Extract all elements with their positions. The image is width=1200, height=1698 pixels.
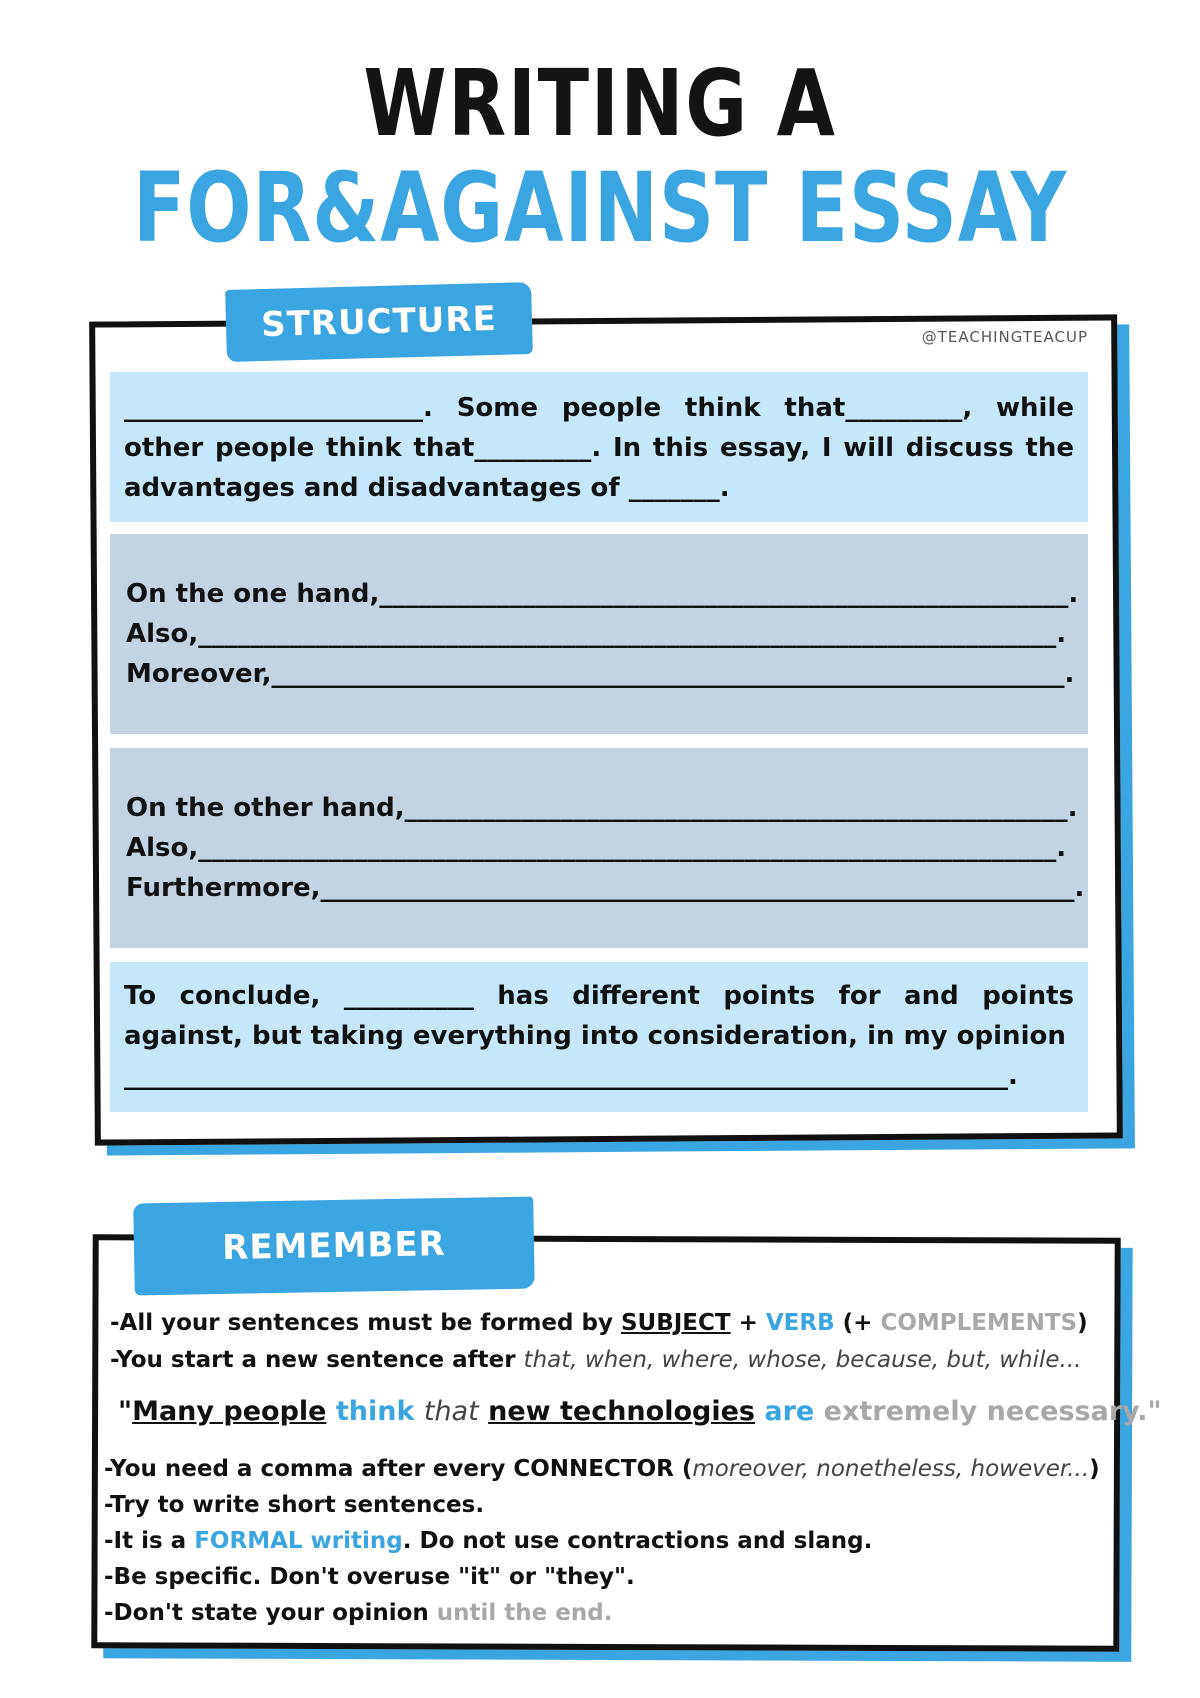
quote-open-mark: "	[118, 1396, 133, 1427]
rule-structure-text: -All your sentences must be formed by	[110, 1310, 621, 1336]
rule-comma-close: )	[1089, 1456, 1100, 1482]
title-line-1: WRITING A	[363, 50, 837, 157]
conclusion-box	[110, 962, 1088, 1112]
rule-verb: VERB	[765, 1310, 835, 1336]
structure-tag: STRUCTURE	[225, 282, 533, 362]
example-sentence	[118, 1396, 1162, 1427]
rule-opinion-text: -Don't state your opinion	[104, 1600, 437, 1626]
example-complement: extremely necessary."	[823, 1396, 1162, 1427]
rule-new-sentence-list: that, when, where, whose, because, but, while...	[523, 1347, 1082, 1373]
for-line-2: Also,__________________________________________________________________.	[126, 619, 1067, 649]
intro-text-2: , while other people think that	[124, 393, 1074, 463]
intro-text-1: . Some people think that	[423, 393, 846, 423]
rule-subject: SUBJECT	[620, 1310, 731, 1336]
intro-blank-3: _________	[474, 433, 592, 463]
rule-complements: COMPLEMENTS	[880, 1310, 1078, 1336]
for-box	[110, 534, 1088, 734]
rule-comma	[104, 1456, 1100, 1482]
intro-blank-2: _________	[845, 393, 963, 423]
remember-tag: REMEMBER	[133, 1197, 535, 1296]
rule-comma-text: -You need a comma after every CONNECTOR (	[104, 1456, 693, 1482]
example-verb-2: are	[764, 1396, 815, 1427]
rule-paren-open: (+	[834, 1310, 881, 1336]
rule-specific: -Be specific. Don't overuse "it" or "they".	[104, 1564, 635, 1590]
rule-formal-text: -It is a	[104, 1528, 195, 1554]
rule-short: -Try to write short sentences.	[104, 1492, 485, 1518]
for-line-1: On the one hand,_____________________________________________________.	[126, 579, 1079, 609]
rule-structure	[110, 1310, 1088, 1336]
intro-box	[110, 372, 1088, 522]
title-line-2: FOR&AGAINST ESSAY	[133, 152, 1067, 264]
example-verb: think	[335, 1396, 415, 1427]
example-subject-2: new technologies	[488, 1396, 755, 1427]
author-handle: @TEACHINGTEACUP	[921, 328, 1088, 346]
rule-new-sentence-text: -You start a new sentence after	[110, 1347, 524, 1373]
rule-formal	[104, 1528, 872, 1554]
rule-formal-highlight: FORMAL writing	[194, 1528, 403, 1554]
conclusion-blank-1: __________	[343, 981, 474, 1011]
intro-text-3: . In this essay, I will discuss the advantages and disadvantages of	[124, 433, 1074, 503]
rule-comma-list: moreover, nonetheless, however...	[692, 1456, 1090, 1482]
against-line-2: Also,__________________________________________________________________.	[126, 833, 1067, 863]
conclusion-text-1: To conclude,	[124, 981, 344, 1011]
rule-opinion-highlight: until the end.	[436, 1600, 613, 1626]
conclusion-blank-2: ____________________________________________________________________	[124, 1061, 1008, 1091]
example-that: that	[423, 1396, 479, 1427]
intro-blank-4: _______	[628, 473, 720, 503]
rule-paren-close: )	[1077, 1310, 1088, 1336]
intro-blank-1: _______________________	[124, 393, 423, 423]
against-line-1: On the other hand,___________________________________________________.	[126, 793, 1078, 823]
rule-opinion	[104, 1600, 612, 1626]
against-line-3: Furthermore,__________________________________________________________.	[126, 873, 1085, 903]
conclusion-text-2: has different points for and points against, but taking everything into consideration, in my opinion	[124, 981, 1074, 1051]
conclusion-text-3: .	[1008, 1061, 1018, 1091]
rule-new-sentence	[110, 1347, 1082, 1373]
against-box	[110, 748, 1088, 948]
intro-text-4: .	[719, 473, 730, 503]
for-line-3: Moreover,_____________________________________________________________.	[126, 659, 1075, 689]
example-subject: Many people	[132, 1396, 327, 1427]
rule-plus: +	[730, 1310, 766, 1336]
rule-formal-text-2: . Do not use contractions and slang.	[402, 1528, 873, 1554]
